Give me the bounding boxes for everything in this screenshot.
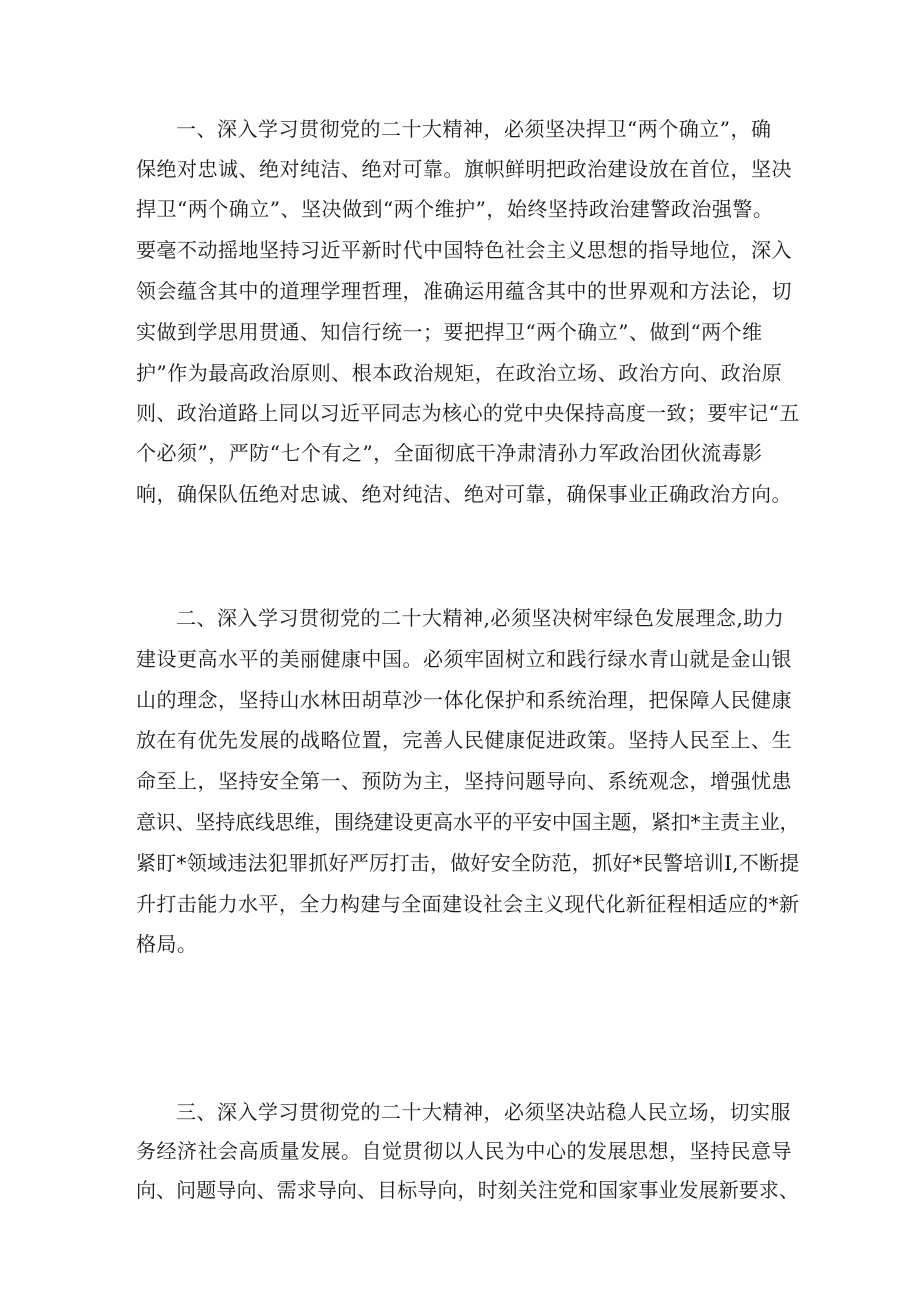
paragraph-line: 捍卫“两个确立”、坚决做到“两个维护”，始终坚持政治建警政治强警。	[136, 197, 774, 221]
paragraph-line: 个必须”，严防“七个有之”，全面彻底干净肃清孙力军政治团伙流毒影	[136, 441, 763, 465]
paragraph-line: 二、深入学习贯彻党的二十大精神,必须坚决树牢绿色发展理念,助力	[176, 606, 785, 630]
paragraph-line: 建设更高水平的美丽健康中国。必须牢固树立和践行绿水青山就是金山银	[136, 647, 792, 671]
paragraph-line: 一、深入学习贯彻党的二十大精神，必须坚决捍卫“两个确立”，确	[176, 117, 772, 141]
paragraph-line: 响，确保队伍绝对忠诚、绝对纯洁、绝对可靠，确保事业正确政治方向。	[136, 482, 792, 506]
paragraph-line: 务经济社会高质量发展。自觉贯彻以人民为中心的发展思想，坚持民意导	[136, 1139, 792, 1163]
paragraph-line: 要毫不动摇地坚持习近平新时代中国特色社会主义思想的指导地位，深入	[136, 238, 792, 262]
paragraph-line: 向、问题导向、需求导向、目标导向，时刻关注党和国家事业发展新要求、	[136, 1178, 800, 1202]
paragraph-line: 紧盯*领域违法犯罪抓好严厉打击，做好安全防范，抓好*民警培训Ⅰ,不断提	[136, 851, 800, 875]
paragraph-line: 放在有优先发展的战略位置，完善人民健康促进政策。坚持人民至上、生	[136, 728, 792, 752]
paragraph-line: 护”作为最高政治原则、根本政治规矩，在政治立场、政治方向、政治原	[136, 361, 783, 385]
paragraph-line: 升打击能力水平，全力构建与全面建设社会主义现代化新征程相适应的*新	[136, 892, 800, 916]
paragraph-line: 保绝对忠诚、绝对纯洁、绝对可靠。旗帜鲜明把政治建设放在首位，坚决	[136, 157, 792, 181]
paragraph-line: 格局。	[136, 932, 198, 956]
paragraph-line: 领会蕴含其中的道理学理哲理，准确运用蕴含其中的世界观和方法论，切	[136, 279, 792, 303]
paragraph-line: 实做到学思用贯通、知信行统一；要把捍卫“两个确立”、做到“两个维	[136, 320, 763, 344]
paragraph-line: 三、深入学习贯彻党的二十大精神，必须坚决站稳人民立场，切实服	[176, 1100, 791, 1124]
paragraph-line: 山的理念，坚持山水林田胡草沙一体化保护和系统治理，把保障人民健康	[136, 688, 792, 712]
paragraph-line: 则、政治道路上同以习近平同志为核心的党中央保持高度一致；要牢记“五	[136, 401, 800, 425]
paragraph-line: 命至上，坚持安全第一、预防为主，坚持问题导向、系统观念，增强忧患	[136, 769, 792, 793]
paragraph-line: 意识、坚持底线思维，围绕建设更高水平的平安中国主题，紧扣*主责主业，	[136, 810, 800, 834]
